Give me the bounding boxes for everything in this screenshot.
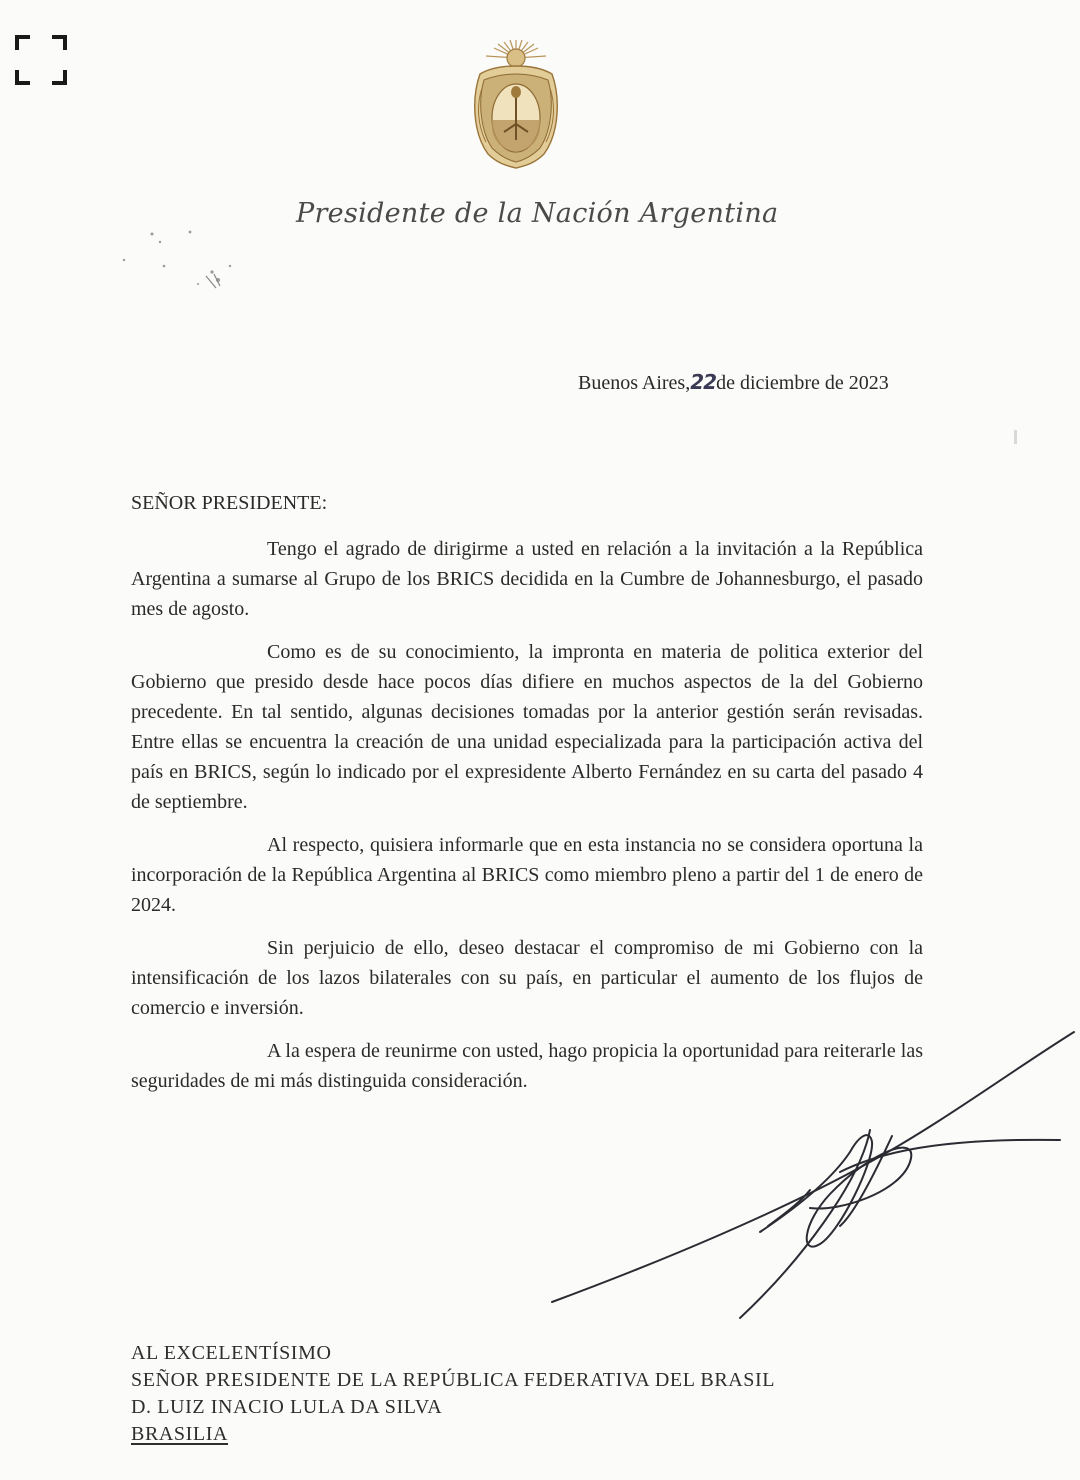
paragraph-5: A la espera de reunirme con usted, hago propicia la oportunidad para reiterarle las seguridades de mi más distinguida consideración. <box>131 1040 923 1092</box>
expand-icon[interactable] <box>14 34 68 86</box>
date-line <box>578 370 889 395</box>
paper-edge-mark <box>1014 430 1017 444</box>
recipient-address <box>131 1340 775 1448</box>
paragraph-2: Como es de su conocimiento, la impronta en materia de politica exterior del Gobierno que presido desde hace pocos días difiere en muchos aspectos de la del Gobierno precedente. En tal sentido, algunas decisiones tomadas por la anterior gestión serán revisadas. Entre ellas se encuentra la creación de una unidad especializada para la participación activa del país en BRICS, según lo indicado por el expresidente Alberto Fernández en su carta del pasado 4 de septiembre. <box>131 641 923 813</box>
coat-of-arms-icon <box>468 36 564 170</box>
address-line-3: D. LUIZ INACIO LULA DA SILVA <box>131 1396 443 1418</box>
date-rest: de diciembre de 2023 <box>716 372 889 394</box>
date-place: Buenos Aires, <box>578 372 691 394</box>
salutation: SEÑOR PRESIDENTE: <box>131 492 328 514</box>
date-day-handwritten: 22 <box>690 370 717 394</box>
paper-specks <box>120 222 250 302</box>
address-line-1: AL EXCELENTÍSIMO <box>131 1342 332 1364</box>
paragraph-4: Sin perjuicio de ello, deseo destacar el compromiso de mi Gobierno con la intensificación de los lazos bilaterales con su país, en particular el aumento de los flujos de comercio e inversión. <box>131 937 923 1019</box>
paragraph-3: Al respecto, quisiera informarle que en esta instancia no se considera oportuna la incorporación de la República Argentina al BRICS como miembro pleno a partir del 1 de enero de 2024. <box>131 834 923 916</box>
address-line-2: SEÑOR PRESIDENTE DE LA REPÚBLICA FEDERATIVA DEL BRASIL <box>131 1369 776 1391</box>
letterhead-title: Presidente de la Nación Argentina <box>296 198 779 229</box>
address-city: BRASILIA <box>131 1423 229 1445</box>
paragraph-1: Tengo el agrado de dirigirme a usted en relación a la invitación a la República Argentina a sumarse al Grupo de los BRICS decidida en la Cumbre de Johannesburgo, el pasado mes de agosto. <box>131 538 923 620</box>
handwritten-signature <box>540 1012 1080 1332</box>
